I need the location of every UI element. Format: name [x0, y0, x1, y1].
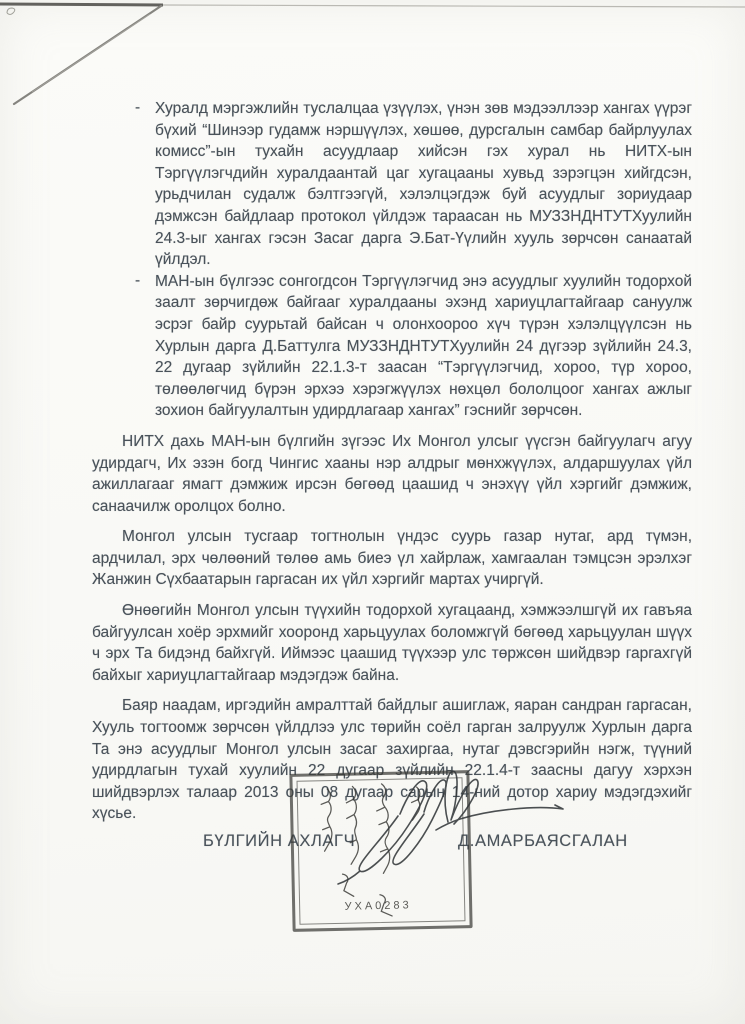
bullet-text-1: Хуралд мэргэжлийн туслалцаа үзүүлэх, үнэн зөв мэдээллээр хангах үүрэг бүхий “Шинээр гудамж нэршүүлэх, хөшөө, дурсгалын самбар байрлуулах комисс”-ын тухайн асуудлаар хийсэн гэх хурал нь НИТХ-ын Тэргүүлэгчдийн хуралдаантай цаг хугацааны хувьд зэрэгцэн хийгдсэн, урьдчилан судалж бэлтгээгүй, хэлэлцэгдэж буй асуудлыг зориудаар дэмжсэн байдлаар протокол үйлдэж тараасан нь МУЗЗНДНТУТХуулийн 24.3-ыг хангах гэсэн Засаг дарга Э.Бат-Үүлийн хууль зөрчсөн санаатай үйлдэл. [155, 100, 692, 269]
paragraph-4: Баяр наадам, иргэдийн амралттай байдлыг ашиглаж, яаран сандран гаргасан, Хууль тогтоомж зөрчсөн үйлдлээ улс төрийн соёл гарган залруулж Хурлын дарга Та энэ асуудлыг Монгол улсын засаг захиргаа, нутаг дэвсгэрийн нэгж, түүний удирдлагын тухай хуулийн 22 дугаар зүйлийн 22.1.4-т заасны дагуу хэрхэн шийдвэрлэх талаар 2013 оны 08 дугаар сарын 14-ний дотор хариу мэдэгдэхийг хүсье. [92, 697, 692, 823]
stamp-serial-code: УХА0283 [344, 899, 412, 913]
signer-name: Д.АМАРБАЯСГАЛАН [458, 832, 628, 850]
signer-role-label: БҮЛГИЙН АХЛАГЧ [203, 832, 356, 850]
dash-bullet-icon: - [135, 271, 141, 289]
bullet-text-2: МАН-ын бүлгээс сонгогдсон Тэргүүлэгчид энэ асуудлыг хуулийн тодорхой заалт зөрчигдөж байгааг хуралдааны эхэнд хариуцлагтайгаар сануулж эсрэг байр суурьтай байсан ч олонхоороо хүч түрэн хэлэлцүүлсэн нь Хурлын дарга Д.Баттулга МУЗЗНДНТУТХуулийн 24 дүгээр зүйлийн 24.3, 22 дугаар зүйлийн 22.1.3-т заасан “Тэргүүлэгчид, хороо, түр хороо, төлөөлөгчид бүрэн эрхээ хэрэгжүүлэх нөхцөл бололцоог хангах ажлыг зохион байгуулалтын удирдлагаар хангах” гэснийг зөрчсөн. [155, 272, 692, 420]
dash-bullet-icon: - [135, 99, 141, 116]
corner-pen-mark [7, 8, 15, 15]
paragraph-3: Өнөөгийн Монгол улсын түүхийн тодорхой хугацаанд, хэмжээлшгүй их гавъяа байгуулсан хоёр эрхмийг хооронд харьцуулах боломжгүй бөгөөд харьцуулан шүүх ч эрх Та бидэнд байхгүй. Иймээс цаашид түүхээр улс төржсөн шийдвэр гаргахгүй байхыг хариуцлагтайгаар мэдэгдэж байна. [92, 602, 692, 684]
fold-crease-line [14, 6, 161, 104]
scan-top-edge-faint-line [163, 5, 745, 7]
stamp-inner-border [297, 777, 466, 924]
paragraph-1: НИТХ дахь МАН-ын бүлгийн зүгээс Их Монгол улсыг үүсгэн байгуулагч агуу удирдагч, Их эзэн богд Чингис хааны нэр алдрыг мөнхжүүлэх, алдаршуулах үйл ажиллагааг ямагт дэмжиж ирсэн бөгөөд цаашид ч энэхүү үйл хэргийг дэмжиж, санаачилж оролцох болно. [92, 432, 692, 515]
list-item [133, 98, 692, 271]
scan-top-edge-dark-line [0, 4, 163, 5]
bullet-list [133, 98, 692, 422]
paragraph-2: Монгол улсын тусгаар тогтнолын үндэс суурь газар нутаг, ард түмэн, ардчилал, эрх чөлөөний төлөө амь биеэ үл хайрлаж, хамгаалан тэмцсэн эрэлхэг Жанжин Сүхбаатарын гаргасан их үйл хэргийг мартах учиргүй. [92, 528, 692, 589]
list-item [133, 271, 692, 422]
letter-body [92, 98, 692, 825]
fold-crease-line-shadow [32, 14, 150, 92]
stamp-seal [289, 770, 472, 932]
